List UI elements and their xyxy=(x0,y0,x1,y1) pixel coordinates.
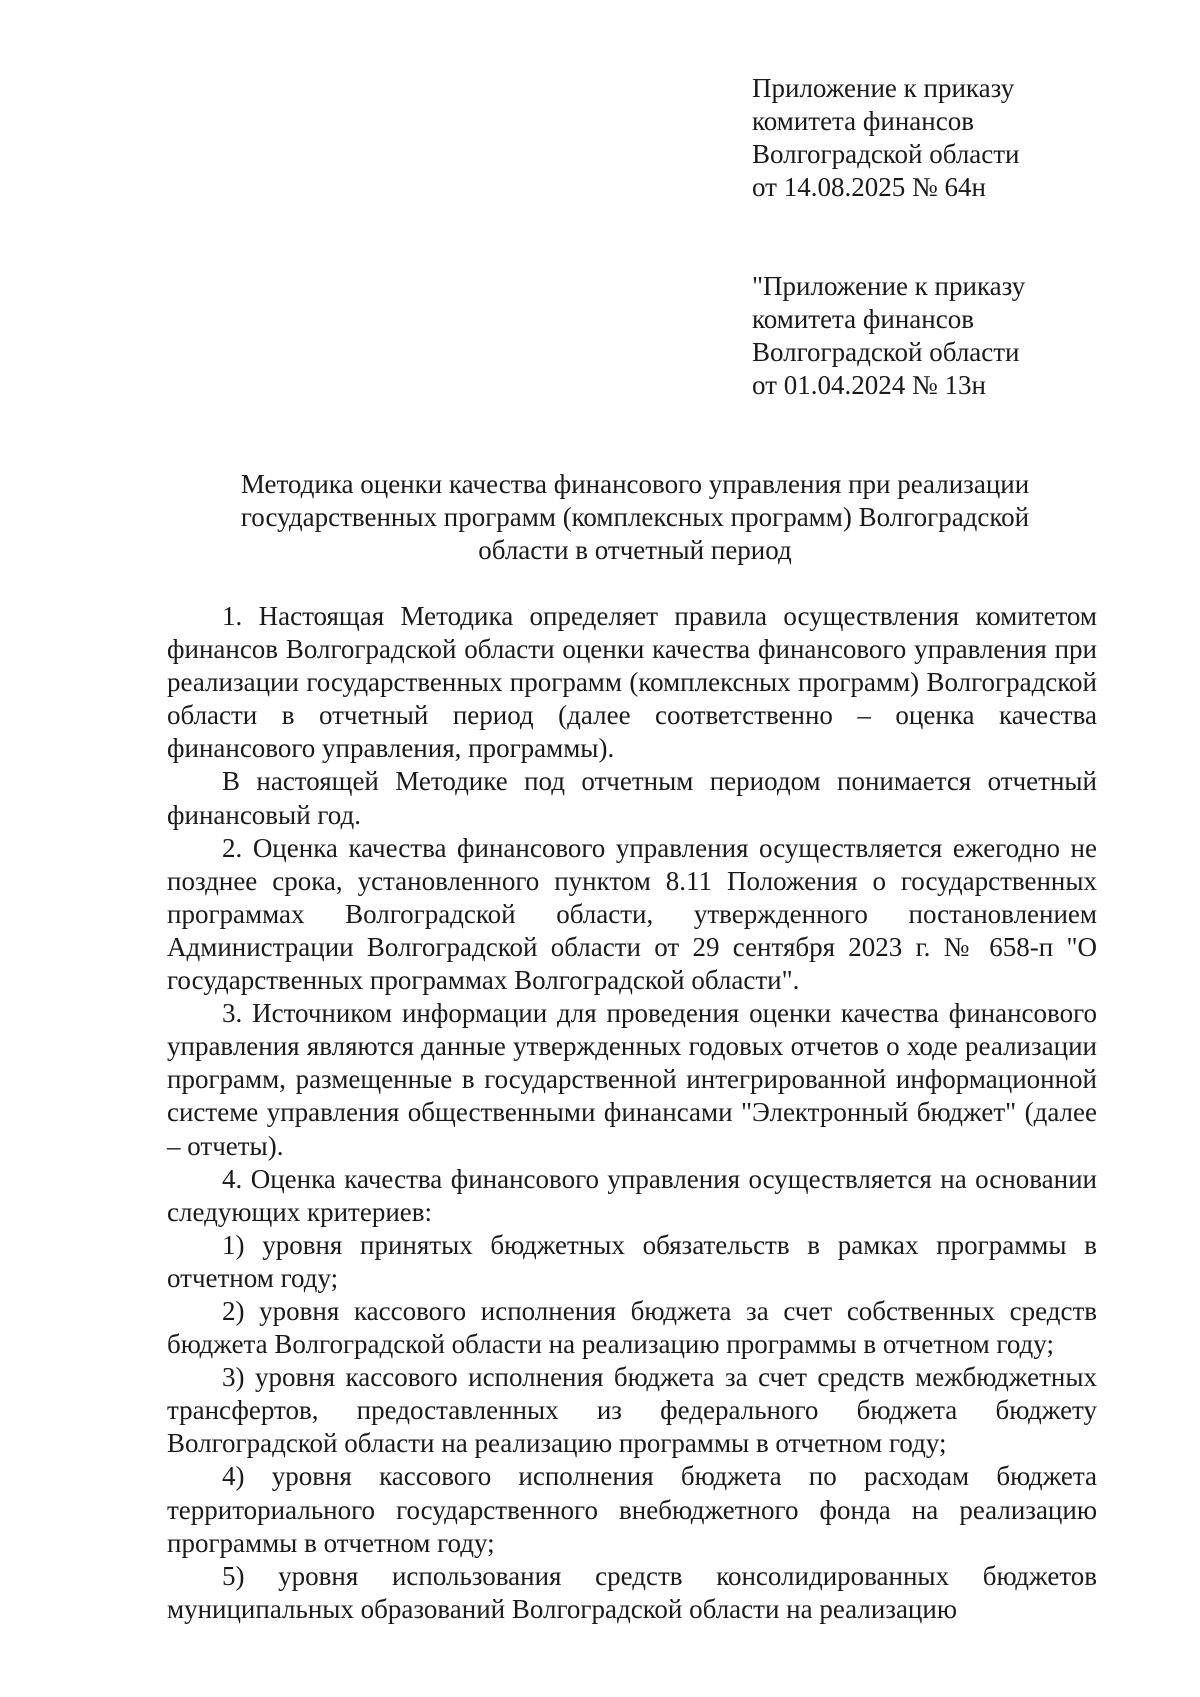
paragraph-4: 4. Оценка качества финансового управления осуществляется на основании следующих критериев: xyxy=(167,1163,1097,1227)
paragraph-3: 3. Источником информации для проведения оценки качества финансового управления являются данные утвержденных годовых отчетов о ходе реализации программ, размещенные в государственной интегрированной информационной системе управления общественными финансами "Электронный бюджет" (далее – отчеты). xyxy=(167,998,1097,1161)
paragraph-2: 2. Оценка качества финансового управления осуществляется ежегодно не позднее срока, установленного пунктом 8.11 Положения о государственных программах Волгоградской области, утвержденного постановлением Администрации Волгоградской области от 29 сентября 2023 г. № 658-п "О государственных программах Волгоградской области". xyxy=(167,832,1097,996)
approval-line: Волгоградской области xyxy=(752,337,1020,367)
approval-line: "Приложение к приказу xyxy=(752,271,1026,301)
criterion-2: 2) уровня кассового исполнения бюджета за счет собственных средств бюджета Волгоградской области на реализацию программы в отчетном году; xyxy=(167,1295,1097,1360)
approval-line: Приложение к приказу xyxy=(752,73,1015,103)
approval-block-current xyxy=(752,72,1020,204)
document-body xyxy=(167,600,1097,1626)
paragraph-1: 1. Настоящая Методика определяет правила осуществления комитетом финансов Волгоградской области оценки качества финансового управления при реализации государственных программ (комплексных программ) Волгоградской области в отчетный период (далее соответственно – оценка качества финансового управления, программы). xyxy=(167,601,1097,764)
title-line: Методика оценки качества финансового управления при реализации xyxy=(240,469,1030,499)
title-line: области в отчетный период xyxy=(478,535,792,565)
approval-line: комитета финансов xyxy=(752,106,974,136)
title-line: государственных программ (комплексных программ) Волгоградской xyxy=(240,502,1030,532)
paragraph-reporting-period: В настоящей Методике под отчетным периодом понимается отчетный финансовый год. xyxy=(167,766,1097,830)
criterion-4: 4) уровня кассового исполнения бюджета по расходам бюджета территориального государственного внебюджетного фонда на реализацию программы в отчетном году; xyxy=(167,1461,1097,1558)
approval-line: от 01.04.2024 № 13н xyxy=(752,370,986,400)
criterion-3: 3) уровня кассового исполнения бюджета за счет средств межбюджетных трансфертов, предоставленных из федерального бюджета бюджету Волгоградской области на реализацию программы в отчетном году; xyxy=(167,1362,1097,1459)
approval-block-previous xyxy=(752,270,1025,402)
approval-line: Волгоградской области xyxy=(752,139,1020,169)
criterion-1: 1) уровня принятых бюджетных обязательств в рамках программы в отчетном году; xyxy=(167,1229,1097,1293)
criterion-5: 5) уровня использования средств консолидированных бюджетов муниципальных образований Волгоградской области на реализацию xyxy=(167,1560,1097,1624)
document-title xyxy=(160,468,1110,567)
approval-line: комитета финансов xyxy=(752,304,974,334)
approval-line: от 14.08.2025 № 64н xyxy=(752,172,986,202)
